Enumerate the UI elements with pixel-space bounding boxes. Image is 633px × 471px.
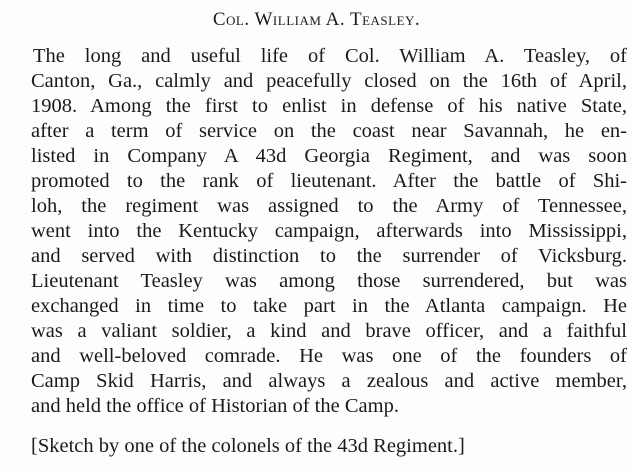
body-line: went into the Kentucky campaign, afterwards into Mississippi, (31, 220, 627, 242)
article-title: Col. William A. Teasley. (212, 9, 421, 30)
body-line: exchanged in time to take part in the Atlanta campaign. He (31, 295, 627, 317)
body-line: Lieutenant Teasley was among those surrendered, but was (31, 270, 627, 292)
body-line: after a term of service on the coast near Savannah, he en- (31, 120, 627, 142)
body-line: Canton, Ga., calmly and peacefully closed on the 16th of April, (31, 70, 627, 92)
body-line: and served with distinction to the surrender of Vicksburg. (31, 245, 627, 267)
article-body (31, 44, 627, 419)
body-line: and well-beloved comrade. He was one of the founders of (31, 345, 627, 367)
attribution-note: [Sketch by one of the colonels of the 43d Regiment.] (31, 435, 465, 457)
body-line: was a valiant soldier, a kind and brave officer, and a faithful (31, 320, 627, 342)
body-line: The long and useful life of Col. William A. Teasley, of (33, 45, 627, 67)
body-line: listed in Company A 43d Georgia Regiment, and was soon (31, 145, 627, 167)
body-line: 1908. Among the first to enlist in defense of his native State, (31, 95, 627, 117)
body-line: and held the office of Historian of the Camp. (31, 395, 399, 417)
body-line: Camp Skid Harris, and always a zealous and active member, (31, 370, 627, 392)
body-line: loh, the regiment was assigned to the Army of Tennessee, (31, 195, 627, 217)
body-line: promoted to the rank of lieutenant. After the battle of Shi- (31, 170, 627, 192)
